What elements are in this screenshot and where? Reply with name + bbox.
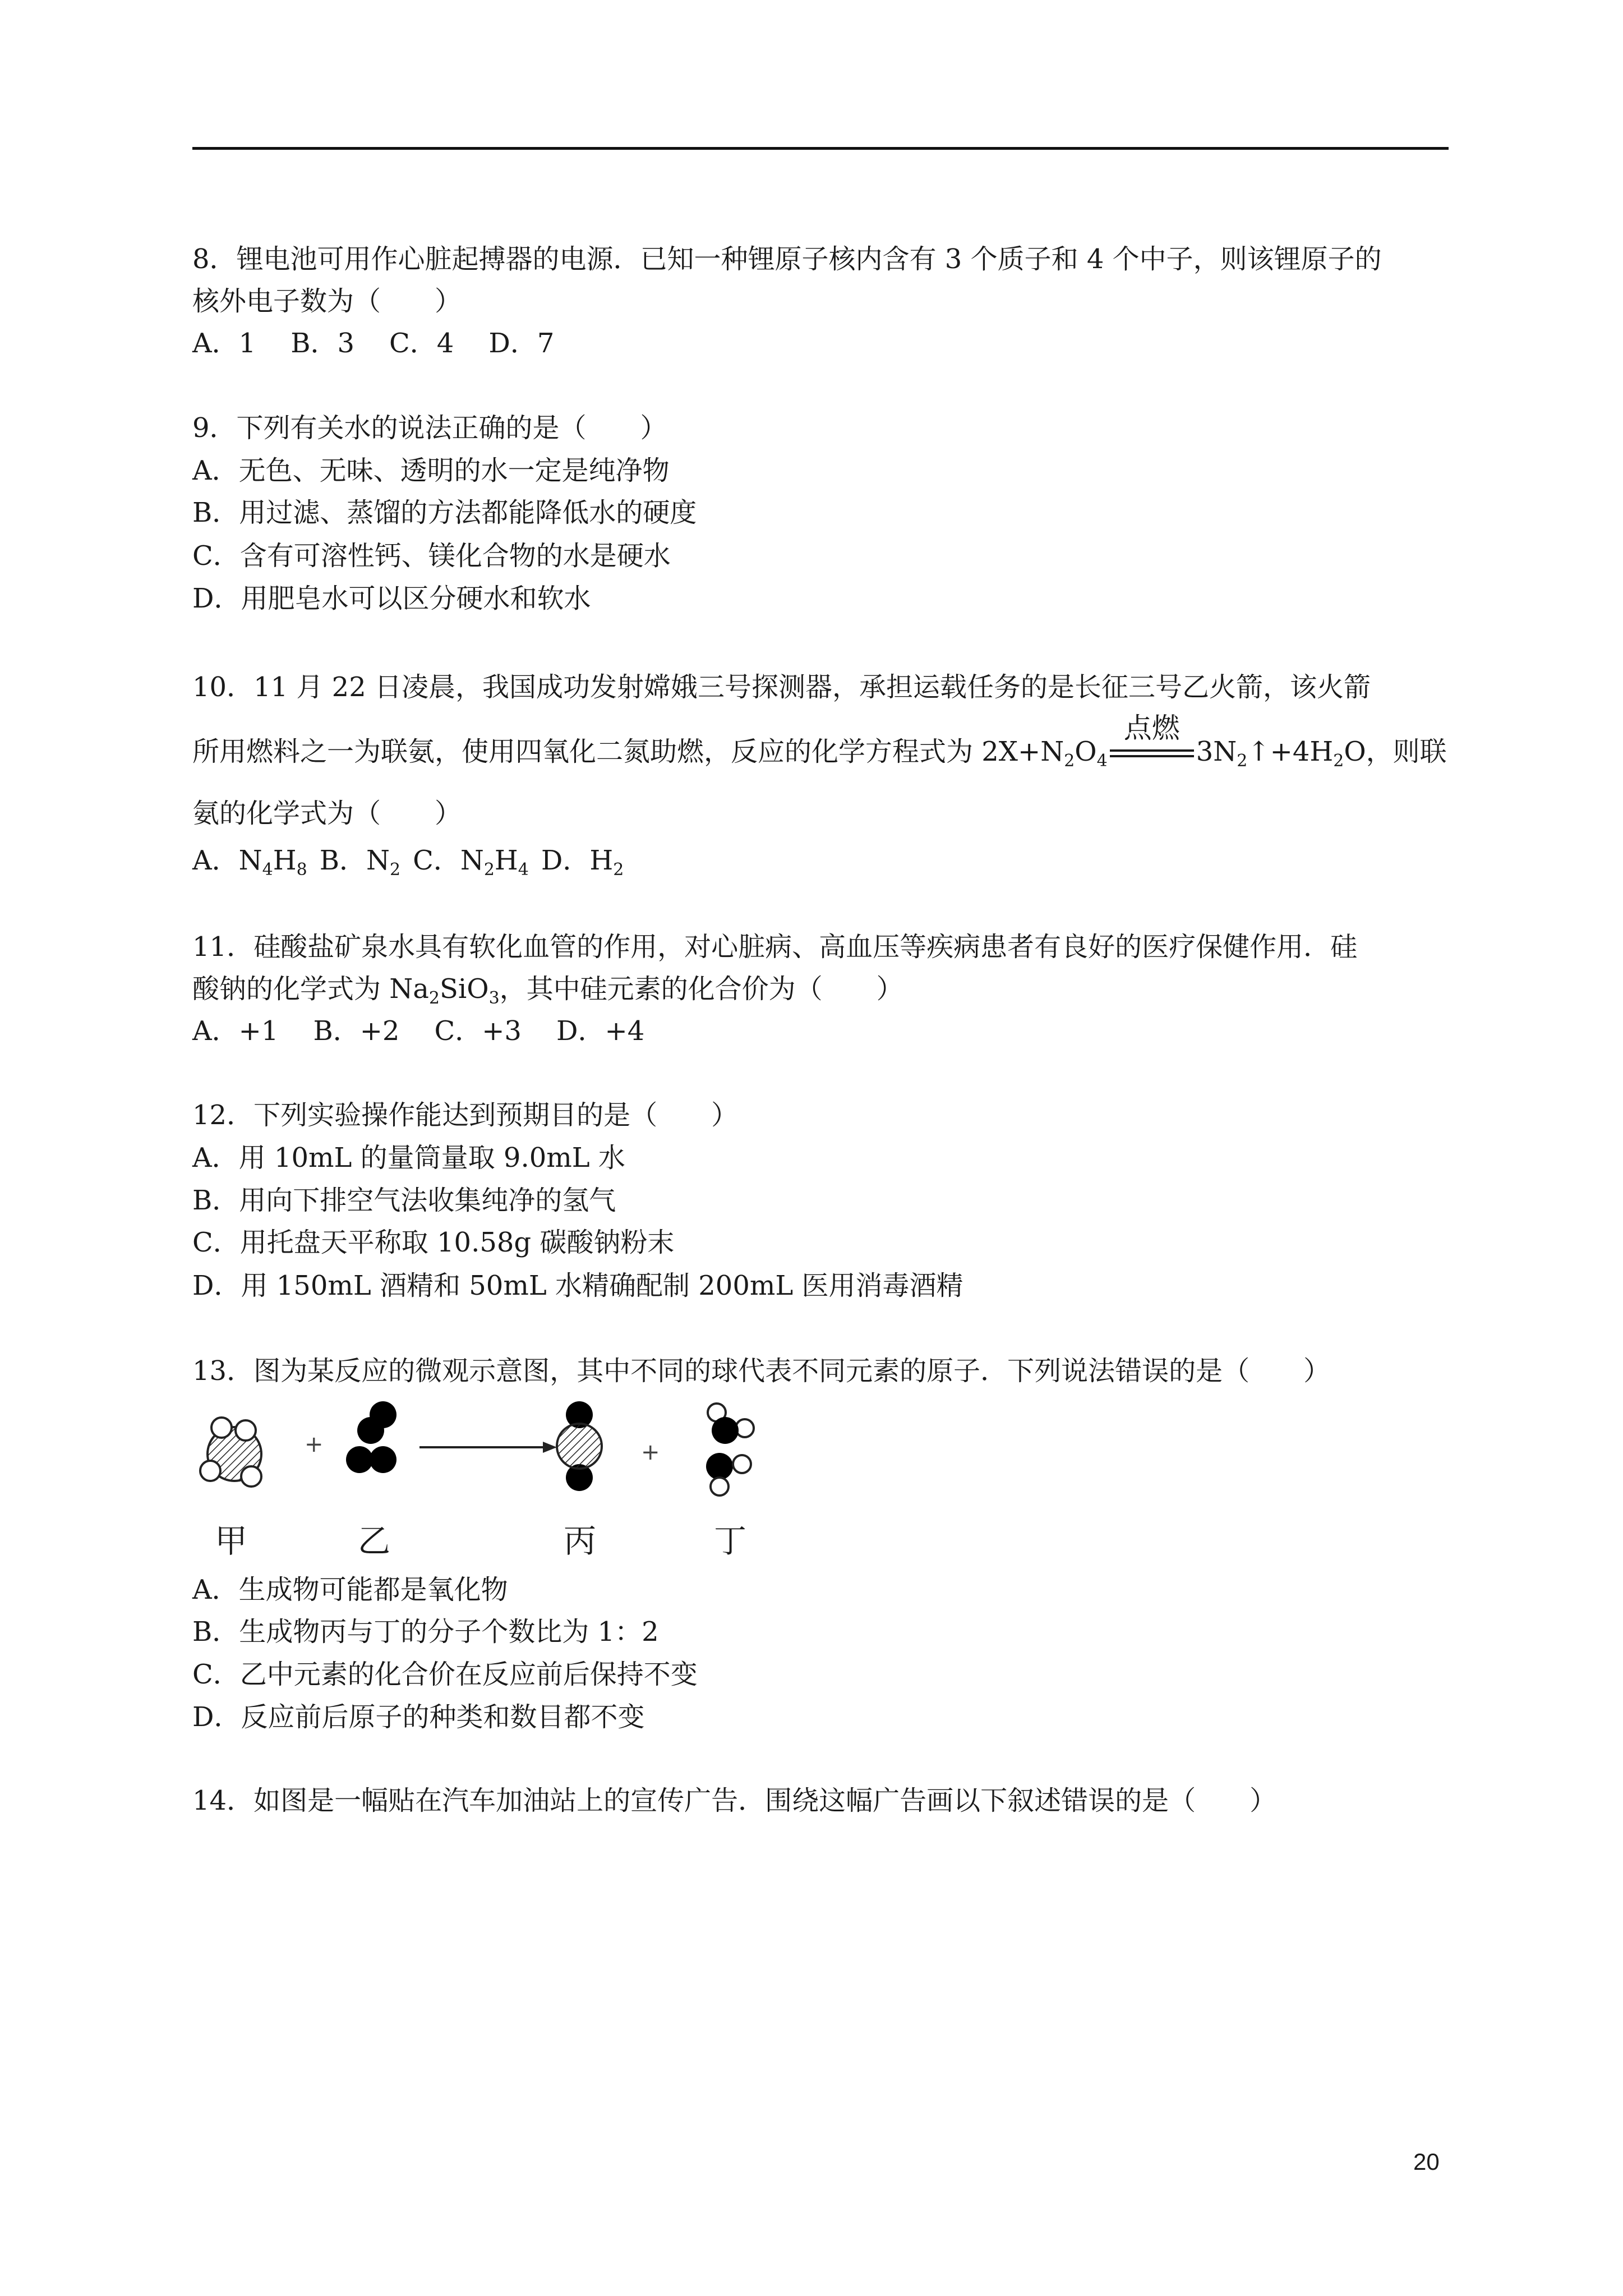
molecule-jia — [200, 1418, 261, 1487]
page-number: 20 — [1413, 2148, 1440, 2175]
equals-bar — [1110, 749, 1194, 752]
ignite-condition-label: 点燃 — [1123, 711, 1180, 744]
q13-option-d: D．反应前后原子的种类和数目都不变 — [192, 1701, 645, 1733]
label-yi: 乙 — [358, 1522, 391, 1560]
q12-option-b: B．用向下排空气法收集纯净的氢气 — [192, 1185, 616, 1216]
subscript: 2 — [483, 860, 495, 880]
q8-stem-line1: 8．锂电池可用作心脏起搏器的电源．已知一种锂原子核内含有 3 个质子和 4 个中子，则该锂原子的 — [192, 243, 1382, 275]
q13-option-c: C．乙中元素的化合价在反应前后保持不变 — [192, 1659, 698, 1690]
option-text: A．N — [192, 845, 262, 876]
q9-option-d: D．用肥皂水可以区分硬水和软水 — [192, 583, 591, 614]
q11-stem-line2 — [192, 972, 903, 1006]
q10-option-c — [413, 844, 529, 880]
q8-options — [192, 326, 589, 360]
option-text: C．N — [413, 845, 484, 876]
q8-option-c: C．4 — [389, 328, 454, 359]
q12-option-d: D．用 150mL 酒精和 50mL 水精确配制 200mL 医用消毒酒精 — [192, 1270, 963, 1301]
equation-text: 3N — [1196, 736, 1237, 767]
plus-sign-2: + — [641, 1439, 660, 1465]
q9-option-b: B．用过滤、蒸馏的方法都能降低水的硬度 — [192, 497, 697, 528]
option-text: D．H — [541, 845, 614, 876]
reaction-micro-diagram — [192, 1391, 809, 1560]
label-ding: 丁 — [714, 1522, 747, 1560]
q14-stem: 14．如图是一幅贴在汽车加油站上的宣传广告．围绕这幅广告画以下叙述错误的是（ ） — [192, 1785, 1277, 1816]
subscript: 2 — [390, 860, 401, 880]
q10-option-d — [541, 844, 624, 880]
subscript: 3 — [488, 988, 500, 1008]
q13-option-a: A．生成物可能都是氧化物 — [192, 1574, 508, 1605]
q9-option-c: C．含有可溶性钙、镁化合物的水是硬水 — [192, 540, 671, 572]
reaction-condition — [1110, 711, 1194, 771]
q11-stem-line1: 11．硅酸盐矿泉水具有软化血管的作用，对心脏病、高血压等疾病患者有良好的医疗保健作用．硅 — [192, 931, 1358, 963]
subscript: 4 — [262, 860, 273, 880]
option-text: H — [273, 845, 297, 876]
subscript: 2 — [1064, 751, 1075, 771]
q12-stem: 12．下列实验操作能达到预期目的是（ ） — [192, 1099, 739, 1131]
equation-text: ↑+4H — [1247, 736, 1334, 767]
q10-equation-prefix: 所用燃料之一为联氨，使用四氧化二氮助燃，反应的化学方程式为 2X+N — [192, 736, 1064, 767]
q10-stem-line3: 氨的化学式为（ ） — [192, 798, 462, 829]
option-text: H — [494, 845, 518, 876]
formula-text: SiO — [439, 973, 489, 1005]
option-text: B．N — [319, 845, 390, 876]
q8-stem-line2: 核外电子数为（ ） — [192, 286, 462, 317]
q8-option-a: A．1 — [192, 328, 256, 359]
plus-sign-1: + — [305, 1432, 324, 1457]
q11-option-a: A．+1 — [192, 1015, 279, 1047]
q11-option-d: D．+4 — [556, 1015, 645, 1047]
equation-suffix: O，则联 — [1344, 736, 1447, 767]
q11-option-b: B．+2 — [313, 1015, 400, 1047]
q11-options — [192, 1014, 679, 1048]
label-jia: 甲 — [215, 1522, 248, 1560]
subscript: 2 — [613, 860, 624, 880]
header-rule — [192, 147, 1449, 150]
q9-option-a: A．无色、无味、透明的水一定是纯净物 — [192, 455, 670, 486]
subscript: 4 — [518, 860, 529, 880]
q9-stem: 9．下列有关水的说法正确的是（ ） — [192, 412, 667, 444]
molecule-ding — [706, 1404, 754, 1496]
q10-options — [192, 844, 636, 880]
subscript: 2 — [1333, 751, 1344, 771]
stem-text: ，其中硅元素的化合价为（ ） — [499, 973, 903, 1005]
q11-option-c: C．+3 — [434, 1015, 522, 1047]
q10-stem-line1: 10．11 月 22 日凌晨，我国成功发射嫦娥三号探测器，承担运载任务的是长征三号乙火箭，该火箭 — [192, 671, 1371, 703]
label-bing: 丙 — [564, 1522, 597, 1560]
q10-option-b — [319, 844, 401, 880]
q12-option-a: A．用 10mL 的量筒量取 9.0mL 水 — [192, 1142, 625, 1174]
molecule-bing — [557, 1401, 602, 1491]
q10-stem-line2 — [192, 711, 1447, 771]
stem-text: 酸钠的化学式为 Na — [192, 973, 429, 1005]
q12-option-c: C．用托盘天平称取 10.58g 碳酸钠粉末 — [192, 1227, 675, 1258]
equals-bar — [1110, 755, 1194, 757]
subscript: 2 — [428, 988, 440, 1008]
q8-option-d: D．7 — [488, 328, 555, 359]
q13-option-b: B．生成物丙与丁的分子个数比为 1：2 — [192, 1616, 659, 1648]
subscript: 4 — [1096, 751, 1108, 771]
q8-option-b: B．3 — [291, 328, 355, 359]
reaction-arrow-icon — [419, 1442, 557, 1453]
q13-stem: 13．图为某反应的微观示意图，其中不同的球代表不同元素的原子．下列说法错误的是（ ） — [192, 1355, 1331, 1387]
molecule-yi — [346, 1401, 396, 1473]
q10-option-a — [192, 844, 307, 880]
equation-text: O — [1075, 736, 1097, 767]
subscript: 8 — [296, 860, 307, 880]
subscript: 2 — [1237, 751, 1248, 771]
